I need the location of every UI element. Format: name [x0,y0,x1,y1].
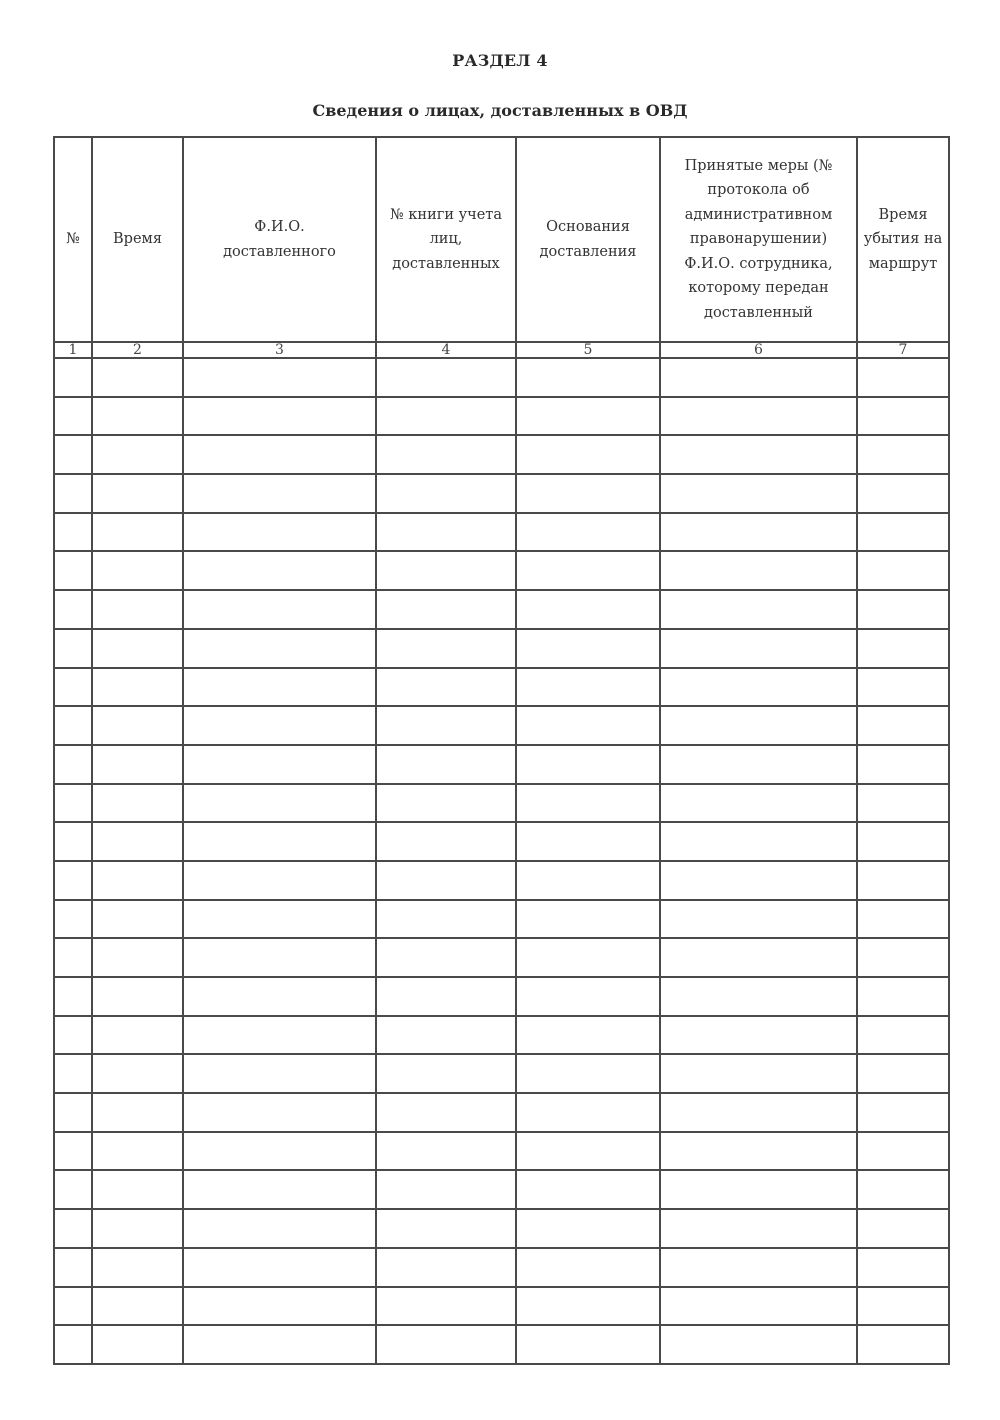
table-cell [516,861,660,900]
table-cell [660,358,857,397]
table-row [54,1132,949,1171]
table-cell [857,668,949,707]
delivered-persons-table [53,136,950,1365]
table-row [54,474,949,513]
column-number: 1 [54,342,92,358]
table-cell [92,358,183,397]
table-cell [857,551,949,590]
table-cell [92,1325,183,1364]
table-cell [857,1170,949,1209]
table-cell [660,822,857,861]
table-row [54,397,949,436]
table-cell [660,474,857,513]
table-cell [857,1016,949,1055]
column-header-departure-time: Время убытия на маршрут [857,137,949,342]
table-cell [376,822,516,861]
table-cell [660,590,857,629]
table-cell [376,1287,516,1326]
table-cell [183,861,376,900]
table-cell [857,590,949,629]
table-cell [92,629,183,668]
table-cell [376,1170,516,1209]
table-cell [376,1248,516,1287]
table-cell [660,1054,857,1093]
table-cell [857,474,949,513]
table-cell [92,1248,183,1287]
table-cell [857,900,949,939]
table-row [54,1054,949,1093]
table-cell [183,668,376,707]
table-cell [857,1209,949,1248]
table-row [54,1209,949,1248]
table-cell [92,474,183,513]
table-cell [857,861,949,900]
table-cell [54,397,92,436]
table-cell [516,938,660,977]
column-number: 6 [660,342,857,358]
table-cell [54,668,92,707]
table-cell [183,706,376,745]
table-cell [54,1325,92,1364]
table-cell [54,1287,92,1326]
table-cell [376,513,516,552]
table-row [54,668,949,707]
table-cell [660,1209,857,1248]
table-cell [183,900,376,939]
table-cell [660,861,857,900]
column-number: 4 [376,342,516,358]
table-cell [516,1248,660,1287]
table-cell [92,1170,183,1209]
table-cell [92,1287,183,1326]
table-row [54,861,949,900]
table-row [54,1325,949,1364]
table-cell [660,977,857,1016]
table-cell [92,1209,183,1248]
table-cell [376,358,516,397]
table-cell [183,435,376,474]
table-cell [857,1325,949,1364]
table-cell [516,1016,660,1055]
table-cell [857,1093,949,1132]
table-cell [92,397,183,436]
table-cell [54,861,92,900]
table-cell [857,938,949,977]
table-cell [92,745,183,784]
table-cell [516,822,660,861]
table-cell [92,861,183,900]
table-cell [54,977,92,1016]
table-cell [183,1132,376,1171]
table-cell [54,590,92,629]
table-cell [54,1093,92,1132]
table-cell [183,1093,376,1132]
table-cell [660,706,857,745]
table-cell [660,397,857,436]
table-cell [376,668,516,707]
table-cell [857,435,949,474]
table-cell [183,822,376,861]
table-cell [376,861,516,900]
table-cell [516,1054,660,1093]
table-cell [183,784,376,823]
table-cell [660,1248,857,1287]
table-cell [516,1093,660,1132]
table-cell [183,513,376,552]
table-cell [516,590,660,629]
table-cell [857,745,949,784]
table-cell [516,474,660,513]
column-header-number: № [54,137,92,342]
table-cell [54,474,92,513]
column-number: 2 [92,342,183,358]
table-cell [516,745,660,784]
column-header-grounds: Основания доставления [516,137,660,342]
table-body [54,358,949,1364]
table-cell [92,784,183,823]
table-row [54,784,949,823]
table-cell [183,977,376,1016]
table-cell [660,1287,857,1326]
column-header-time: Время [92,137,183,342]
table-cell [857,629,949,668]
table-row [54,551,949,590]
table-cell [660,1132,857,1171]
table-cell [183,1287,376,1326]
table-cell [376,706,516,745]
table-cell [183,1170,376,1209]
column-number: 5 [516,342,660,358]
table-row [54,977,949,1016]
table-cell [54,513,92,552]
table-cell [54,551,92,590]
table-cell [92,1132,183,1171]
table-row [54,900,949,939]
table-cell [92,1016,183,1055]
table-cell [857,977,949,1016]
table-cell [376,1325,516,1364]
table-cell [54,706,92,745]
table-cell [54,784,92,823]
table-cell [516,900,660,939]
table-cell [92,1054,183,1093]
table-cell [516,784,660,823]
table-cell [376,397,516,436]
table-cell [516,668,660,707]
table-cell [376,435,516,474]
table-cell [376,474,516,513]
table-cell [376,1016,516,1055]
table-cell [54,1248,92,1287]
table-row [54,590,949,629]
column-header-measures-taken: Принятые меры (№ протокола об административном правонарушении) Ф.И.О. сотрудника, которому передан доставленный [660,137,857,342]
table-row [54,513,949,552]
table-cell [660,629,857,668]
table-cell [857,706,949,745]
table-cell [660,1093,857,1132]
table-cell [54,938,92,977]
table-row [54,1287,949,1326]
table-cell [857,1248,949,1287]
table-cell [92,513,183,552]
table-cell [857,1287,949,1326]
section-title: РАЗДЕЛ 4 [452,51,548,70]
header-row [54,137,949,342]
table-cell [92,706,183,745]
table-cell [183,629,376,668]
table-cell [516,513,660,552]
table-row [54,1093,949,1132]
table-cell [516,397,660,436]
table-cell [857,358,949,397]
table-cell [516,1209,660,1248]
table-cell [183,1054,376,1093]
table-cell [92,590,183,629]
table-cell [376,1132,516,1171]
table-cell [660,900,857,939]
table-cell [857,397,949,436]
table-row [54,745,949,784]
table-cell [516,977,660,1016]
column-number: 7 [857,342,949,358]
table-row [54,706,949,745]
table-cell [183,1209,376,1248]
table-cell [660,1170,857,1209]
table-cell [376,590,516,629]
table-row [54,822,949,861]
table-cell [376,1209,516,1248]
table-cell [376,1093,516,1132]
table-cell [54,358,92,397]
table-cell [376,745,516,784]
table-subtitle: Сведения о лицах, доставленных в ОВД [312,101,688,120]
table-cell [660,668,857,707]
table-cell [92,1093,183,1132]
table-cell [660,1325,857,1364]
table-cell [857,784,949,823]
table-cell [183,1248,376,1287]
table-row [54,1170,949,1209]
table-cell [660,435,857,474]
table-cell [516,1287,660,1326]
table-cell [183,551,376,590]
table-cell [660,551,857,590]
table-cell [183,1325,376,1364]
table-cell [54,745,92,784]
table-cell [183,590,376,629]
table-cell [183,745,376,784]
table-row [54,1248,949,1287]
table-cell [92,551,183,590]
table-cell [660,513,857,552]
table-cell [54,1209,92,1248]
table-row [54,358,949,397]
table-cell [660,745,857,784]
table-cell [516,435,660,474]
table-row [54,435,949,474]
column-header-book-number: № книги учета лиц, доставленных [376,137,516,342]
table-cell [660,938,857,977]
table-row [54,1016,949,1055]
table-cell [376,938,516,977]
table-cell [376,977,516,1016]
column-number: 3 [183,342,376,358]
table-cell [376,900,516,939]
table-cell [857,822,949,861]
table-cell [857,513,949,552]
table-cell [183,397,376,436]
table-cell [516,706,660,745]
table-cell [183,1016,376,1055]
table-cell [54,1170,92,1209]
table-cell [54,629,92,668]
table-cell [183,474,376,513]
table-cell [516,551,660,590]
table-cell [92,822,183,861]
column-numbers-row [54,342,949,358]
table-cell [516,1170,660,1209]
table-row [54,938,949,977]
table-cell [857,1054,949,1093]
table-cell [516,1325,660,1364]
table-cell [857,1132,949,1171]
table-cell [516,1132,660,1171]
table-cell [183,938,376,977]
table-cell [54,1132,92,1171]
table-cell [516,358,660,397]
table-cell [183,358,376,397]
table-cell [660,1016,857,1055]
table-cell [54,822,92,861]
table-cell [376,784,516,823]
table-cell [92,938,183,977]
table-cell [92,977,183,1016]
column-header-full-name: Ф.И.О. доставленного [183,137,376,342]
table-cell [376,629,516,668]
table-cell [54,1054,92,1093]
table-cell [54,435,92,474]
table-cell [660,784,857,823]
table-cell [54,1016,92,1055]
table-cell [92,435,183,474]
table-cell [376,1054,516,1093]
table-cell [92,900,183,939]
table-row [54,629,949,668]
table-cell [54,900,92,939]
table-cell [92,668,183,707]
table-cell [376,551,516,590]
table-cell [516,629,660,668]
